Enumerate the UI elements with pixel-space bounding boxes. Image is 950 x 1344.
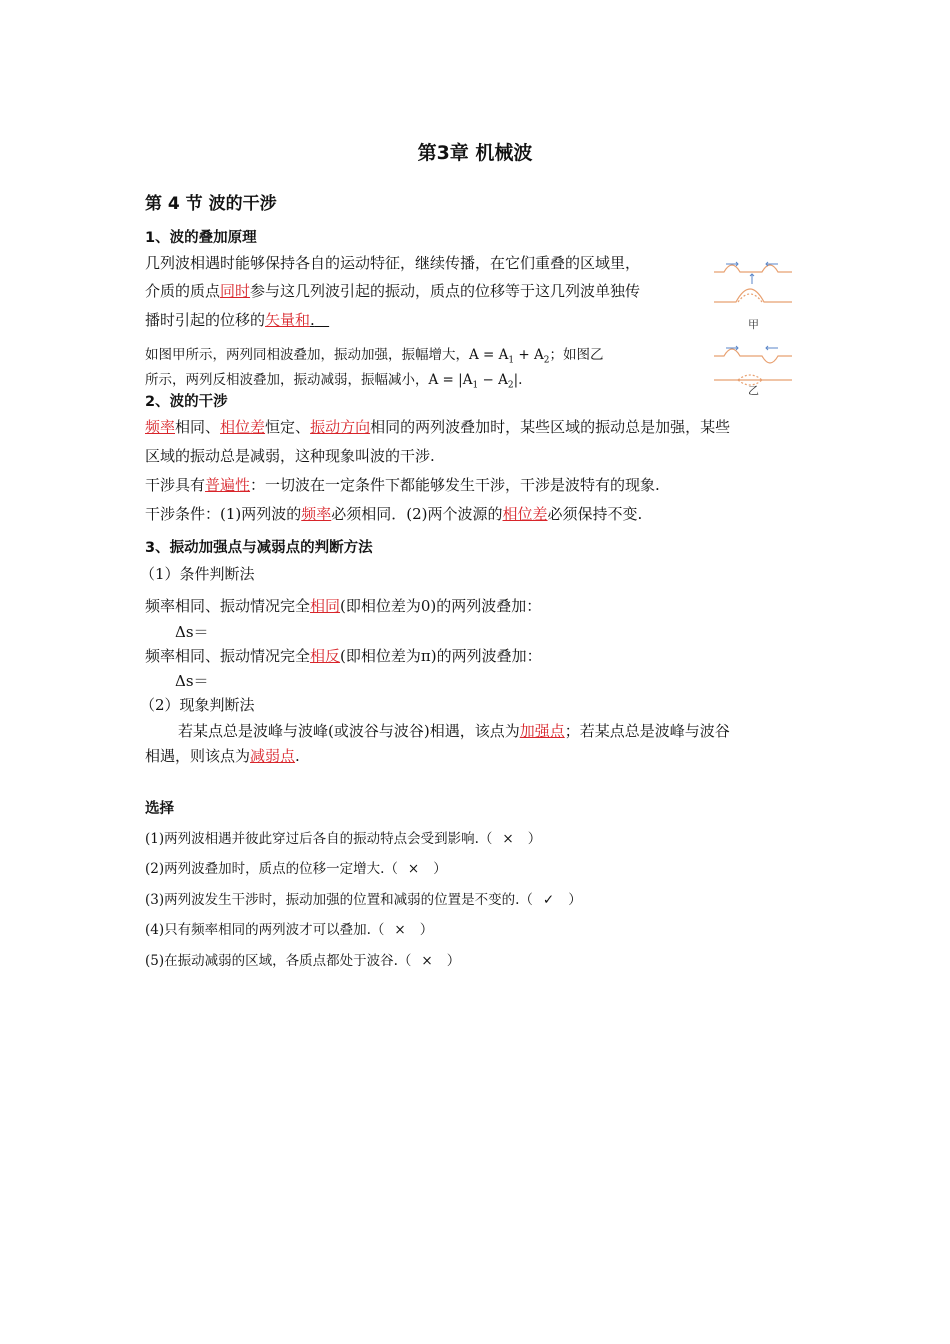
answer-blank: 减弱点 [250, 747, 296, 765]
para-line: 若某点总是波峰与波峰(或波谷与波谷)相遇，该点为加强点；若某点总是波峰与波谷 [178, 722, 730, 740]
answer-blank: 振动方向 [310, 418, 371, 436]
para-line: 频率相同、振动情况完全相反(即相位差为π)的两列波叠加： [145, 647, 542, 665]
choice-item: (2)两列波叠加时，质点的位移一定增大.（ × ） [145, 861, 447, 877]
answer-mark: × [394, 922, 406, 938]
answer-blank: 普遍性 [205, 476, 251, 494]
answer-blank: 矢量和 [265, 311, 311, 329]
delta-s-line: Δs＝ [175, 672, 209, 690]
heading-superposition: 1、波的叠加原理 [145, 230, 257, 246]
answer-blank: 相位差 [502, 505, 548, 523]
answer-blank: 频率 [301, 505, 332, 523]
answer-blank: 同时 [220, 282, 251, 300]
para-line: 相遇，则该点为减弱点. [145, 747, 300, 765]
choice-item: (4)只有频率相同的两列波才可以叠加.（ × ） [145, 922, 434, 938]
delta-s-line: Δs＝ [175, 623, 209, 641]
chapter-title: 第3章 机械波 [417, 142, 533, 164]
para-line: 如图甲所示，两列同相波叠加，振动加强，振幅增大，$A = A_1 + A_2$；如图乙 [145, 347, 604, 366]
answer-blank: 相同 [310, 597, 341, 615]
answer-blank: 相反 [310, 647, 341, 665]
para-line: 介质的质点同时参与这几列波引起的振动，质点的位移等于这几列波单独传 [145, 282, 641, 300]
answer-blank: 相位差 [220, 418, 266, 436]
answer-mark: × [421, 953, 433, 969]
para-line: 播时引起的位移的矢量和. [145, 311, 315, 329]
answer-mark: × [407, 861, 420, 877]
figure-label-yi: 乙 [748, 384, 759, 397]
choice-item: (3)两列波发生干涉时，振动加强的位置和减弱的位置是不变的.（ ✓ ） [145, 892, 582, 908]
para-line: 几列波相遇时能够保持各自的运动特征，继续传播，在它们重叠的区域里， [145, 254, 641, 272]
para-line: 频率相同、相位差恒定、振动方向相同的两列波叠加时，某些区域的振动总是加强，某些 [145, 418, 731, 436]
section-title: 第 4 节 波的干涉 [145, 194, 277, 214]
answer-blank: 频率 [145, 418, 176, 436]
answer-blank: 加强点 [519, 722, 565, 740]
figure-label-jia: 甲 [748, 318, 759, 331]
method-title: （1）条件判断法 [140, 565, 255, 583]
para-line: 干涉具有普遍性：一切波在一定条件下都能够发生干涉，干涉是波特有的现象. [145, 476, 660, 494]
heading-judgement: 3、振动加强点与减弱点的判断方法 [145, 540, 373, 556]
para-line: 所示，两列反相波叠加，振动减弱，振幅减小，$A = |A_1 - A_2|$. [145, 372, 523, 391]
method-title: （2）现象判断法 [140, 696, 255, 714]
para-line: 区域的振动总是减弱，这种现象叫波的干涉. [145, 447, 435, 465]
answer-mark: ✓ [542, 892, 555, 908]
wave-superposition-figure [712, 252, 796, 398]
choice-item: (5)在振动减弱的区域，各质点都处于波谷.（ × ） [145, 953, 461, 969]
heading-interference: 2、波的干涉 [145, 394, 228, 410]
para-line: 频率相同、振动情况完全相同(即相位差为0)的两列波叠加： [145, 597, 542, 615]
para-line: 干涉条件：(1)两列波的频率必须相同．(2)两个波源的相位差必须保持不变. [145, 505, 643, 523]
heading-choice: 选择 [145, 801, 174, 817]
choice-item: (1)两列波相遇并彼此穿过后各自的振动特点会受到影响.（ × ） [145, 831, 542, 847]
answer-mark: × [502, 831, 514, 847]
